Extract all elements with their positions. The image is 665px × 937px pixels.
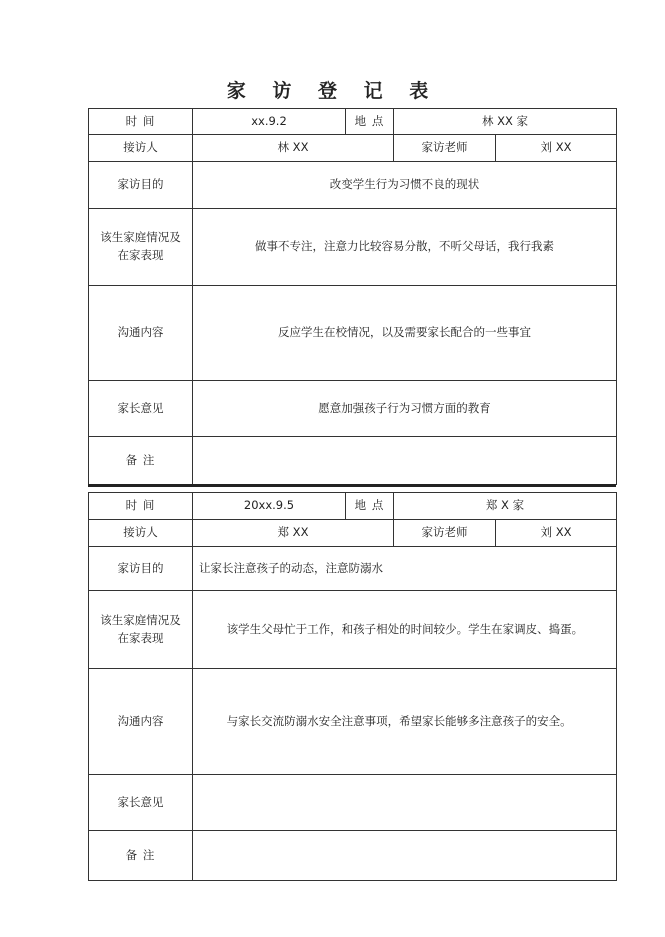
- visited-value: 林 XX: [193, 135, 394, 162]
- family-value: 该学生父母忙于工作，和孩子相处的时间较少。学生在家调皮、捣蛋。: [226, 621, 584, 636]
- family-value: 做事不专注，注意力比较容易分散，不听父母话，我行我素: [193, 209, 617, 286]
- form-title: 家 访 登 记 表: [226, 80, 439, 102]
- note-label: 备 注: [89, 831, 193, 881]
- visit-record-2: [88, 492, 617, 881]
- note-value: [193, 831, 617, 881]
- communication-value: 反应学生在校情况，以及需要家长配合的一些事宜: [193, 286, 617, 381]
- visit-record-1: [88, 108, 617, 485]
- note-value: [193, 437, 617, 485]
- place-value: 郑 X 家: [394, 493, 617, 520]
- visited-label: 接访人: [89, 520, 193, 547]
- visited-value: 郑 XX: [193, 520, 394, 547]
- time-label: 时 间: [89, 109, 193, 135]
- visited-label: 接访人: [89, 135, 193, 162]
- communication-label: 沟通内容: [89, 286, 193, 381]
- place-value: 林 XX 家: [394, 109, 617, 135]
- communication-cell: [193, 669, 617, 775]
- teacher-value: 刘 XX: [496, 135, 617, 162]
- parent-opinion-value: 愿意加强孩子行为习惯方面的教育: [193, 381, 617, 437]
- place-label: 地 点: [346, 109, 394, 135]
- parent-opinion-value: [193, 775, 617, 831]
- teacher-label: 家访老师: [394, 135, 496, 162]
- purpose-value: 改变学生行为习惯不良的现状: [193, 162, 617, 209]
- place-label: 地 点: [346, 493, 394, 520]
- family-cell: [193, 591, 617, 669]
- note-label: 备 注: [89, 437, 193, 485]
- teacher-value: 刘 XX: [496, 520, 617, 547]
- family-label: 该生家庭情况及在家表现: [89, 591, 193, 669]
- purpose-label: 家访目的: [89, 547, 193, 591]
- parent-opinion-label: 家长意见: [89, 775, 193, 831]
- time-value: xx.9.2: [193, 109, 346, 135]
- communication-label: 沟通内容: [89, 669, 193, 775]
- time-value: 20xx.9.5: [193, 493, 346, 520]
- time-label: 时 间: [89, 493, 193, 520]
- parent-opinion-label: 家长意见: [89, 381, 193, 437]
- family-label: 该生家庭情况及在家表现: [89, 209, 193, 286]
- teacher-label: 家访老师: [394, 520, 496, 547]
- purpose-label: 家访目的: [89, 162, 193, 209]
- purpose-value: 让家长注意孩子的动态，注意防溺水: [193, 547, 617, 591]
- record-separator: [88, 484, 616, 487]
- communication-value: 与家长交流防溺水安全注意事项，希望家长能够多注意孩子的安全。: [226, 713, 572, 728]
